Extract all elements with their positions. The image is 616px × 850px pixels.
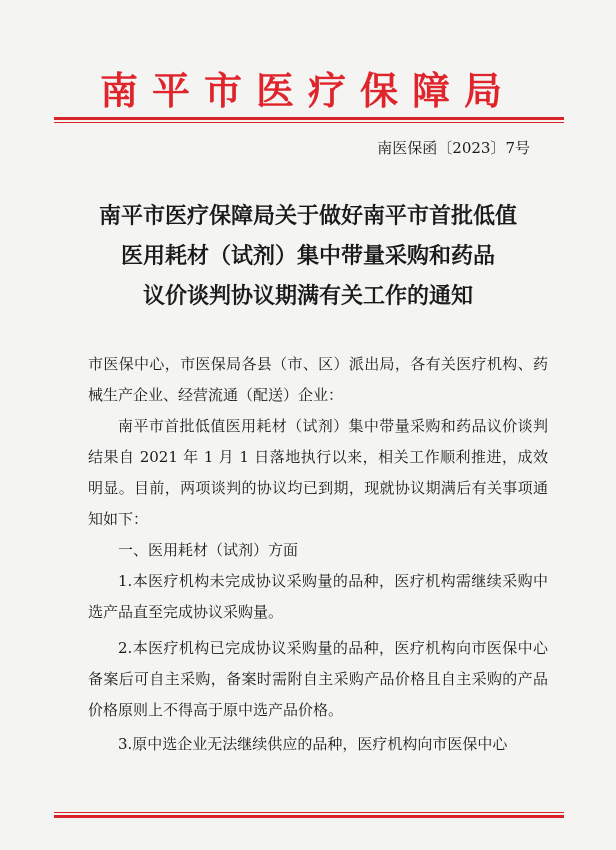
section-heading-consumables: 一、医用耗材（试剂）方面 — [118, 541, 299, 559]
list-item: 2.本医疗机构已完成协议采购量的品种，医疗机构向市医保中心备案后可自主采购，备案时需附自主采购产品价格且自主采购的产品价格原则上不得高于原中选产品价格。 — [88, 639, 548, 719]
header-red-rule-thin — [54, 122, 564, 123]
document-number: 南医保函〔2023〕7号 — [377, 139, 530, 157]
document-title — [0, 197, 616, 317]
title-line-2: 医用耗材（试剂）集中带量采购和药品 — [120, 244, 495, 269]
footer-red-rule — [54, 815, 564, 818]
footer-red-rule-thin — [54, 812, 564, 813]
issuing-authority-heading: 南平市医疗保障局 — [99, 69, 516, 113]
list-item: 1.本医疗机构未完成协议采购量的品种，医疗机构需继续采购中选产品直至完成协议采购量。 — [88, 572, 548, 621]
header-red-rule — [54, 117, 564, 120]
title-line-1: 南平市医疗保障局关于做好南平市首批低值 — [98, 204, 517, 229]
list-item: 3.原中选企业无法继续供应的品种，医疗机构向市医保中心 — [118, 735, 508, 753]
addressee: 市医保中心，市医保局各县（市、区）派出局，各有关医疗机构、药械生产企业、经营流通（配送）企业： — [88, 355, 548, 404]
title-line-3: 议价谈判协议期满有关工作的通知 — [142, 284, 473, 309]
intro-paragraph: 南平市首批低值医用耗材（试剂）集中带量采购和药品议价谈判结果自 2021 年 1 月 1 日落地执行以来，相关工作顺利推进，成效明显。目前，两项谈判的协议均已到期，现就协议期满后有关事项通知如下： — [88, 417, 548, 528]
